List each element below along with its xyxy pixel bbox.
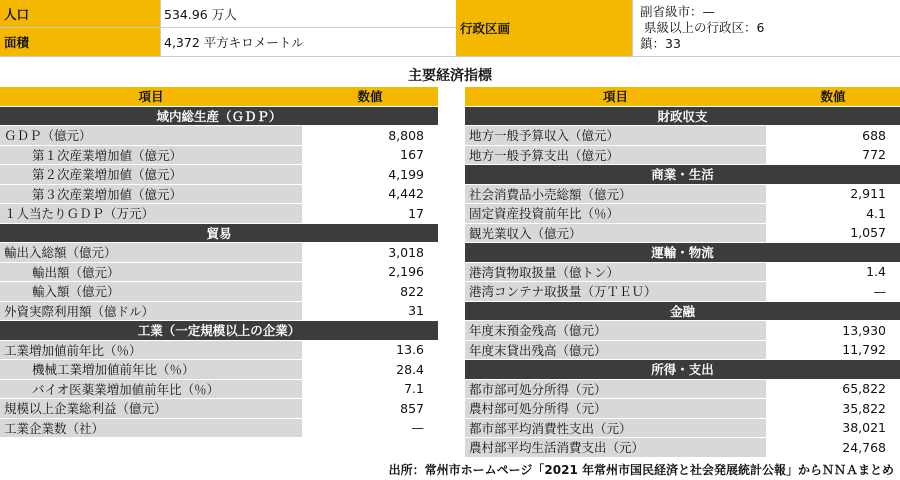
admin-line-towns: 鎮：33 [640,36,681,51]
table-row [465,380,900,400]
section-header: 所得・支出 [465,360,900,380]
row-label: 社会消費品小売総額（億元） [465,185,766,204]
row-label: 第１次産業増加値（億元） [0,146,302,165]
header-item: 項目 [465,87,766,106]
table-row [465,263,900,283]
row-value: 772 [766,146,900,165]
row-label: 地方一般予算収入（億元） [465,126,766,145]
row-value: 8,808 [302,126,438,145]
section-header: 貿易 [0,224,438,244]
right-indicator-table [465,87,900,458]
row-label: 輸出入総額（億元） [0,243,302,262]
row-label: ＧＤＰ（億元） [0,126,302,145]
row-value: 31 [302,302,438,321]
row-value: 1.4 [766,263,900,282]
row-value: 38,021 [766,419,900,438]
population-label: 人口 [0,0,160,27]
table-row [465,399,900,419]
row-label: 港湾貨物取扱量（億トン） [465,263,766,282]
row-value: — [302,419,438,438]
row-value: 24,768 [766,438,900,457]
row-value: 2,196 [302,263,438,282]
row-value: 4.1 [766,204,900,223]
row-label: 固定資産投資前年比（％） [465,204,766,223]
row-value: 17 [302,204,438,223]
section-header: 金融 [465,302,900,322]
row-value: 4,199 [302,165,438,184]
area-value: 4,372 平方キロメートル [160,28,456,56]
row-label: 輸出額（億元） [0,263,302,282]
population-value: 534.96 万人 [160,0,456,27]
admin-label: 行政区画 [456,0,632,56]
admin-line-county-level: 県級以上の行政区：6 [644,20,765,35]
admin-value [632,0,900,56]
table-row [465,224,900,244]
top-bottom-border [0,56,900,57]
table-header-row [0,87,438,107]
row-label: 年度末預金残高（億元） [465,321,766,340]
row-label: 第２次産業増加値（億元） [0,165,302,184]
row-label: 工業企業数（社） [0,419,302,438]
section-header: 域内総生産（ＧＤＰ） [0,107,438,127]
table-row [465,438,900,458]
table-row [0,146,438,166]
row-label: 農村部可処分所得（元） [465,399,766,418]
page-title: 主要経済指標 [408,68,492,84]
header-item: 項目 [0,87,302,106]
row-value: 688 [766,126,900,145]
top-divider [0,27,456,28]
header-value: 数値 [766,87,900,106]
row-value: 28.4 [302,360,438,379]
table-row [0,341,438,361]
top-vertical-divider [160,0,161,56]
table-row [0,399,438,419]
header-value: 数値 [302,87,438,106]
row-label: 機械工業増加値前年比（％） [0,360,302,379]
section-header: 財政収支 [465,107,900,127]
row-value: — [766,282,900,301]
row-label: 外資実際利用額（億ドル） [0,302,302,321]
table-row [465,282,900,302]
table-row [0,263,438,283]
row-value: 2,911 [766,185,900,204]
table-row [0,419,438,439]
row-label: 地方一般予算支出（億元） [465,146,766,165]
row-value: 4,442 [302,185,438,204]
table-row [0,126,438,146]
table-row [465,341,900,361]
row-label: 農村部平均生活消費支出（元） [465,438,766,457]
section-header: 工業（一定規模以上の企業） [0,321,438,341]
table-row [0,243,438,263]
row-label: 規模以上企業総利益（億元） [0,399,302,418]
table-row [465,146,900,166]
row-value: 3,018 [302,243,438,262]
row-value: 7.1 [302,380,438,399]
row-value: 1,057 [766,224,900,243]
row-label: 年度末貸出残高（億元） [465,341,766,360]
table-row [0,360,438,380]
table-row [465,419,900,439]
admin-line-vice-provincial: 副省級市：— [640,4,716,19]
table-row [465,126,900,146]
row-value: 13,930 [766,321,900,340]
row-value: 13.6 [302,341,438,360]
area-label: 面積 [0,28,160,56]
top-vertical-divider-2 [632,0,633,56]
row-label: 観光業収入（億元） [465,224,766,243]
section-header: 商業・生活 [465,165,900,185]
table-row [465,321,900,341]
row-label: バイオ医薬業増加値前年比（％） [0,380,302,399]
table-row [0,165,438,185]
table-row [0,204,438,224]
row-label: 第３次産業増加値（億元） [0,185,302,204]
row-value: 822 [302,282,438,301]
row-label: 都市部平均消費性支出（元） [465,419,766,438]
row-label: 輸入額（億元） [0,282,302,301]
table-row [0,185,438,205]
section-header: 運輸・物流 [465,243,900,263]
row-value: 11,792 [766,341,900,360]
table-row [0,380,438,400]
row-value: 857 [302,399,438,418]
table-row [0,282,438,302]
row-value: 65,822 [766,380,900,399]
table-row [0,302,438,322]
row-value: 167 [302,146,438,165]
row-label: 港湾コンテナ取扱量（万ＴＥＵ） [465,282,766,301]
row-label: 工業増加値前年比（％） [0,341,302,360]
left-indicator-table [0,87,438,438]
table-row [465,204,900,224]
table-row [465,185,900,205]
source-note: 出所：常州市ホームページ「2021 年常州市国民経済と社会発展統計公報」からＮＮＡまとめ [388,463,894,477]
table-header-row [465,87,900,107]
row-label: 都市部可処分所得（元） [465,380,766,399]
row-value: 35,822 [766,399,900,418]
row-label: １人当たりＧＤＰ（万元） [0,204,302,223]
